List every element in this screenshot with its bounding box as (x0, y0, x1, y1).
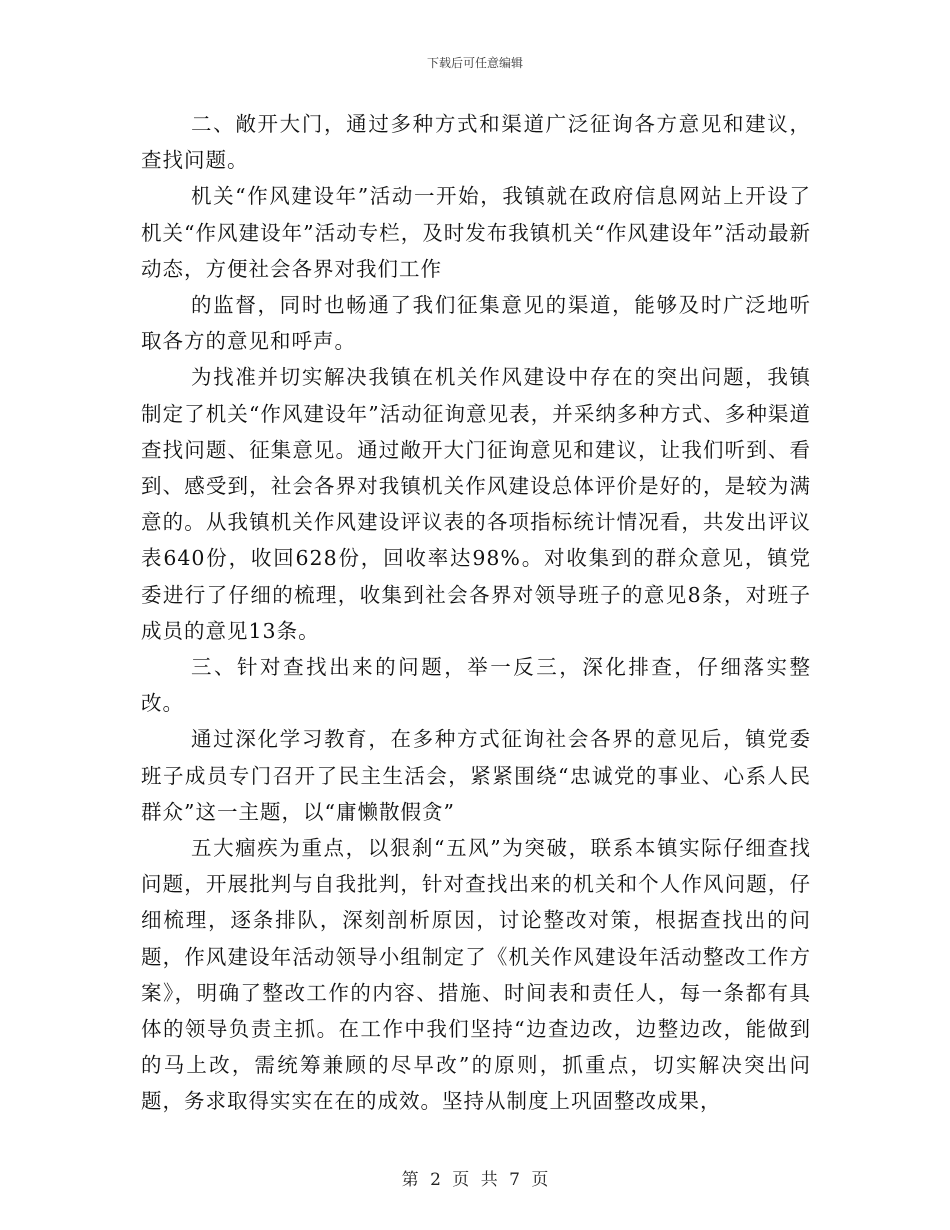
page-footer: 第 2 页 共 7 页 (401, 1170, 549, 1190)
paragraph: 为找准并切实解决我镇在机关作风建设中存在的突出问题，我镇制定了机关“作风建设年”活动征询意见表，并采纳多种方式、多种渠道查找问题、征集意见。通过敞开大门征询意见和建议，让我们听到、看到、感受到，社会各界对我镇机关作风建设总体评价是好的，是较为满意的。从我镇机关作风建设评议表的各项指标统计情况看，共发出评议表640份，收回628份，回收率达98%。对收集到的群众意见，镇党委进行了仔细的梳理，收集到社会各界对领导班子的意见8条，对班子成员的意见13条。 (141, 365, 811, 643)
paragraph: 通过深化学习教育，在多种方式征询社会各界的意见后，镇党委班子成员专门召开了民主生活会，紧紧围绕“忠诚党的事业、心系人民群众”这一主题，以“庸懒散假贪” (141, 727, 811, 824)
document-body (141, 106, 811, 1120)
paragraph: 五大痼疾为重点，以狠刹“五风”为突破，联系本镇实际仔细查找问题，开展批判与自我批判，针对查找出来的机关和个人作风问题，仔细梳理，逐条排队，深刻剖析原因，讨论整改对策，根据查找出的问题，作风建设年活动领导小组制定了《机关作风建设年活动整改工作方案》，明确了整改工作的内容、措施、时间表和责任人，每一条都有具体的领导负责主抓。在工作中我们坚持“边查边改，边整边改，能做到的马上改，需统筹兼顾的尽早改”的原则，抓重点，切实解决突出问题，务求取得实实在在的成效。坚持从制度上巩固整改成果， (141, 836, 811, 1114)
paragraph: 二、敞开大门，通过多种方式和渠道广泛征询各方意见和建议，查找问题。 (141, 112, 811, 173)
page-header: 下载后可任意编辑 (426, 56, 523, 70)
paragraph: 三、针对查找出来的问题，举一反三，深化排查，仔细落实整改。 (141, 655, 811, 716)
paragraph: 的监督，同时也畅通了我们征集意见的渠道，能够及时广泛地听取各方的意见和呼声。 (141, 293, 811, 354)
paragraph: 机关“作风建设年”活动一开始，我镇就在政府信息网站上开设了机关“作风建设年”活动专栏，及时发布我镇机关“作风建设年”活动最新动态，方便社会各界对我们工作 (141, 184, 811, 281)
